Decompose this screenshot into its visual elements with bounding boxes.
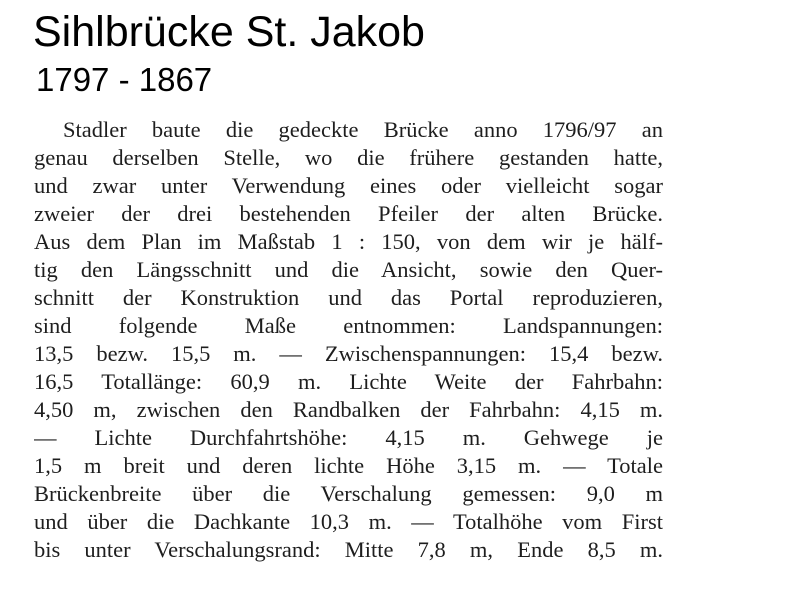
- text-line: Stadler baute die gedeckte Brücke anno 1796/97 an: [63, 117, 663, 142]
- page-title: Sihlbrücke St. Jakob: [33, 8, 425, 56]
- text-line: 4,50 m, zwischen den Randbalken der Fahrbahn: 4,15 m.: [34, 397, 663, 422]
- text-line: bis unter Verschalungsrand: Mitte 7,8 m, Ende 8,5 m.: [34, 537, 663, 562]
- text-line: zweier der drei bestehenden Pfeiler der alten Brücke.: [34, 201, 663, 226]
- text-line: schnitt der Konstruktion und das Portal reproduzieren,: [34, 285, 663, 310]
- text-line: Brückenbreite über die Verschalung gemessen: 9,0 m: [34, 481, 663, 506]
- text-line: Aus dem Plan im Maßstab 1 : 150, von dem wir je hälf-: [34, 229, 663, 254]
- text-line: sind folgende Maße entnommen: Landspannungen:: [34, 313, 663, 338]
- text-line: 13,5 bezw. 15,5 m. — Zwischenspannungen: 15,4 bezw.: [34, 341, 663, 366]
- text-line: 16,5 Totallänge: 60,9 m. Lichte Weite der Fahrbahn:: [34, 369, 663, 394]
- text-line: 1,5 m breit und deren lichte Höhe 3,15 m. — Totale: [34, 453, 663, 478]
- text-line: — Lichte Durchfahrtshöhe: 4,15 m. Gehwege je: [34, 425, 663, 450]
- text-line: und zwar unter Verwendung eines oder vielleicht sogar: [34, 173, 663, 198]
- scanned-text-block: [0, 108, 800, 600]
- text-line: genau derselben Stelle, wo die frühere gestanden hatte,: [34, 145, 663, 170]
- page-subtitle-years: 1797 - 1867: [36, 61, 213, 98]
- text-line: und über die Dachkante 10,3 m. — Totalhöhe vom First: [34, 509, 663, 534]
- text-line: tig den Längsschnitt und die Ansicht, sowie den Quer-: [34, 257, 663, 282]
